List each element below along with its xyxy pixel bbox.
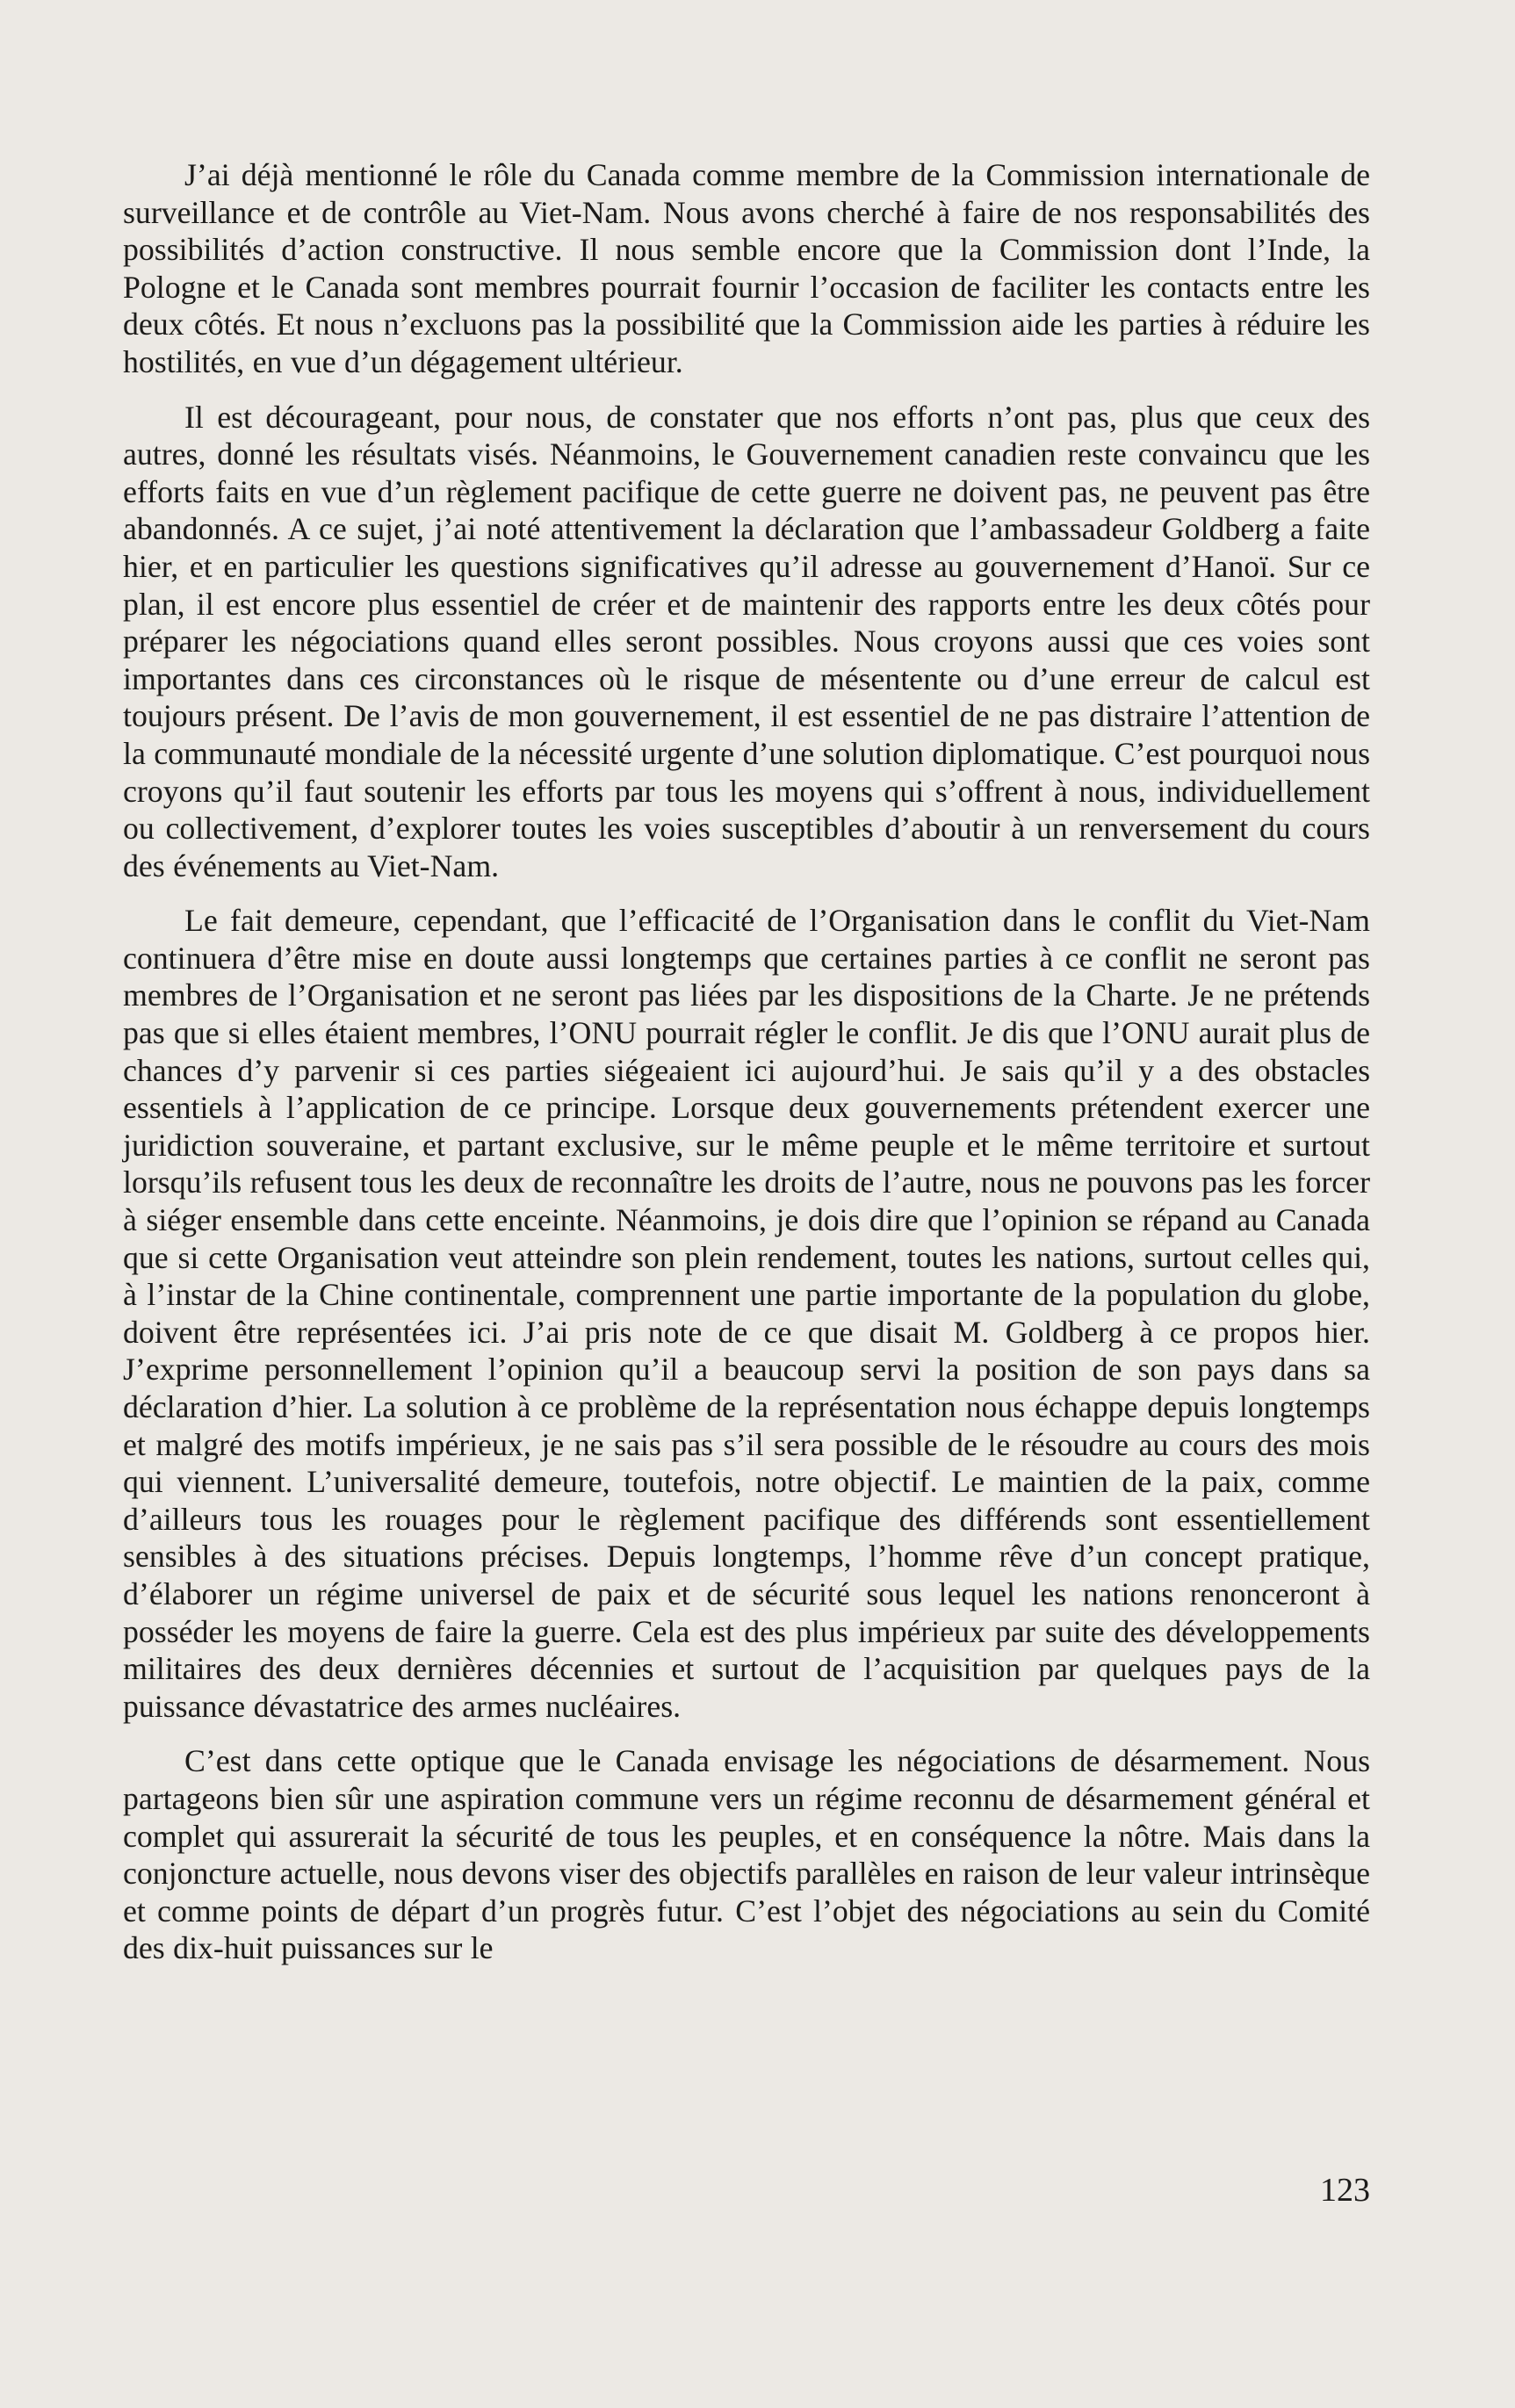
body-text	[123, 156, 1370, 1985]
paragraph-disarmament: C’est dans cette optique que le Canada envisage les négociations de désarmement. Nous partageons bien sûr une aspiration commune vers un régime reconnu de désarmement général et complet qui assurerait la sécurité de tous les peuples, et en conséquence la nôtre. Mais dans la conjoncture actuelle, nous devons viser des objectifs parallèles en raison de leur valeur intrinsèque et comme points de départ d’un progrès futur. C’est l’objet des négociations au sein du Comité des dix-huit puissances sur le	[123, 1743, 1370, 1966]
page-number: 123	[1320, 2172, 1370, 2209]
paragraph-peace-efforts: Il est décourageant, pour nous, de constater que nos efforts n’ont pas, plus que ceux des autres, donné les résultats visés. Néanmoins, le Gouvernement canadien reste convaincu que les efforts faits en vue d’un règlement pacifique de cette guerre ne doivent pas, ne peuvent pas être abandonnés. A ce sujet, j’ai noté attentivement la déclaration que l’ambassadeur Goldberg a faite hier, et en particulier les questions significatives qu’il adresse au gouvernement d’Hanoï. Sur ce plan, il est encore plus essentiel de créer et de maintenir des rapports entre les deux côtés pour préparer les négociations quand elles seront possibles. Nous croyons aussi que ces voies sont importantes dans ces circonstances où le risque de mésentente ou d’une erreur de calcul est toujours présent. De l’avis de mon gouvernement, il est essentiel de ne pas distraire l’attention de la communauté mondiale de la nécessité urgente d’une solution diplomatique. C’est pourquoi nous croyons qu’il faut soutenir les efforts par tous les moyens qui s’offrent à nous, individuellement ou collectivement, d’explorer toutes les voies susceptibles d’aboutir à un renversement du cours des événements au Viet-Nam.	[123, 399, 1370, 883]
paragraph-canada-commission: J’ai déjà mentionné le rôle du Canada comme membre de la Commission internationale de surveillance et de contrôle au Viet-Nam. Nous avons cherché à faire de nos responsabilités des possibilités d’action constructive. Il nous semble encore que la Commission dont l’Inde, la Pologne et le Canada sont membres pourrait fournir l’occasion de faciliter les contacts entre les deux côtés. Et nous n’excluons pas la possibilité que la Commission aide les parties à réduire les hostilités, en vue d’un dégagement ultérieur.	[123, 157, 1370, 379]
paragraph-organisation-effectiveness: Le fait demeure, cependant, que l’efficacité de l’Organisation dans le conflit du Viet-Nam continuera d’être mise en doute aussi longtemps que certaines parties à ce conflit ne seront pas membres de l’Organisation et ne seront pas liées par les dispositions de la Charte. Je ne prétends pas que si elles étaient membres, l’ONU pourrait régler le conflit. Je dis que l’ONU aurait plus de chances d’y parvenir si ces parties siégeaient ici aujourd’hui. Je sais qu’il y a des obstacles essentiels à l’application de ce principe. Lorsque deux gouvernements prétendent exercer une juridiction souveraine, et partant exclusive, sur le même peuple et le même territoire et surtout lorsqu’ils refusent tous les deux de reconnaître les droits de l’autre, nous ne pouvons pas les forcer à siéger ensemble dans cette enceinte. Néanmoins, je dois dire que l’opinion se répand au Canada que si cette Organisation veut atteindre son plein rendement, toutes les nations, surtout celles qui, à l’instar de la Chine continentale, comprennent une partie importante de la population du globe, doivent être représentées ici. J’ai pris note de ce que disait M. Goldberg à ce propos hier. J’exprime personnellement l’opinion qu’il a beaucoup servi la position de son pays dans sa déclaration d’hier. La solution à ce problème de la représentation nous échappe depuis longtemps et malgré des motifs impérieux, je ne sais pas s’il sera possible de le résoudre au cours des mois qui viennent. L’universalité demeure, toutefois, notre objectif. Le maintien de la paix, comme d’ailleurs tous les rouages pour le règlement pacifique des différends sont essentiellement sensibles à des situations précises. Depuis longtemps, l’homme rêve d’un concept pratique, d’élaborer un régime universel de paix et de sécurité sous lequel les nations renonceront à posséder les moyens de faire la guerre. Cela est des plus impérieux par suite des développements militaires des deux dernières décennies et surtout de l’acquisition par quelques pays de la puissance dévastatrice des armes nucléaires.	[123, 903, 1370, 1724]
